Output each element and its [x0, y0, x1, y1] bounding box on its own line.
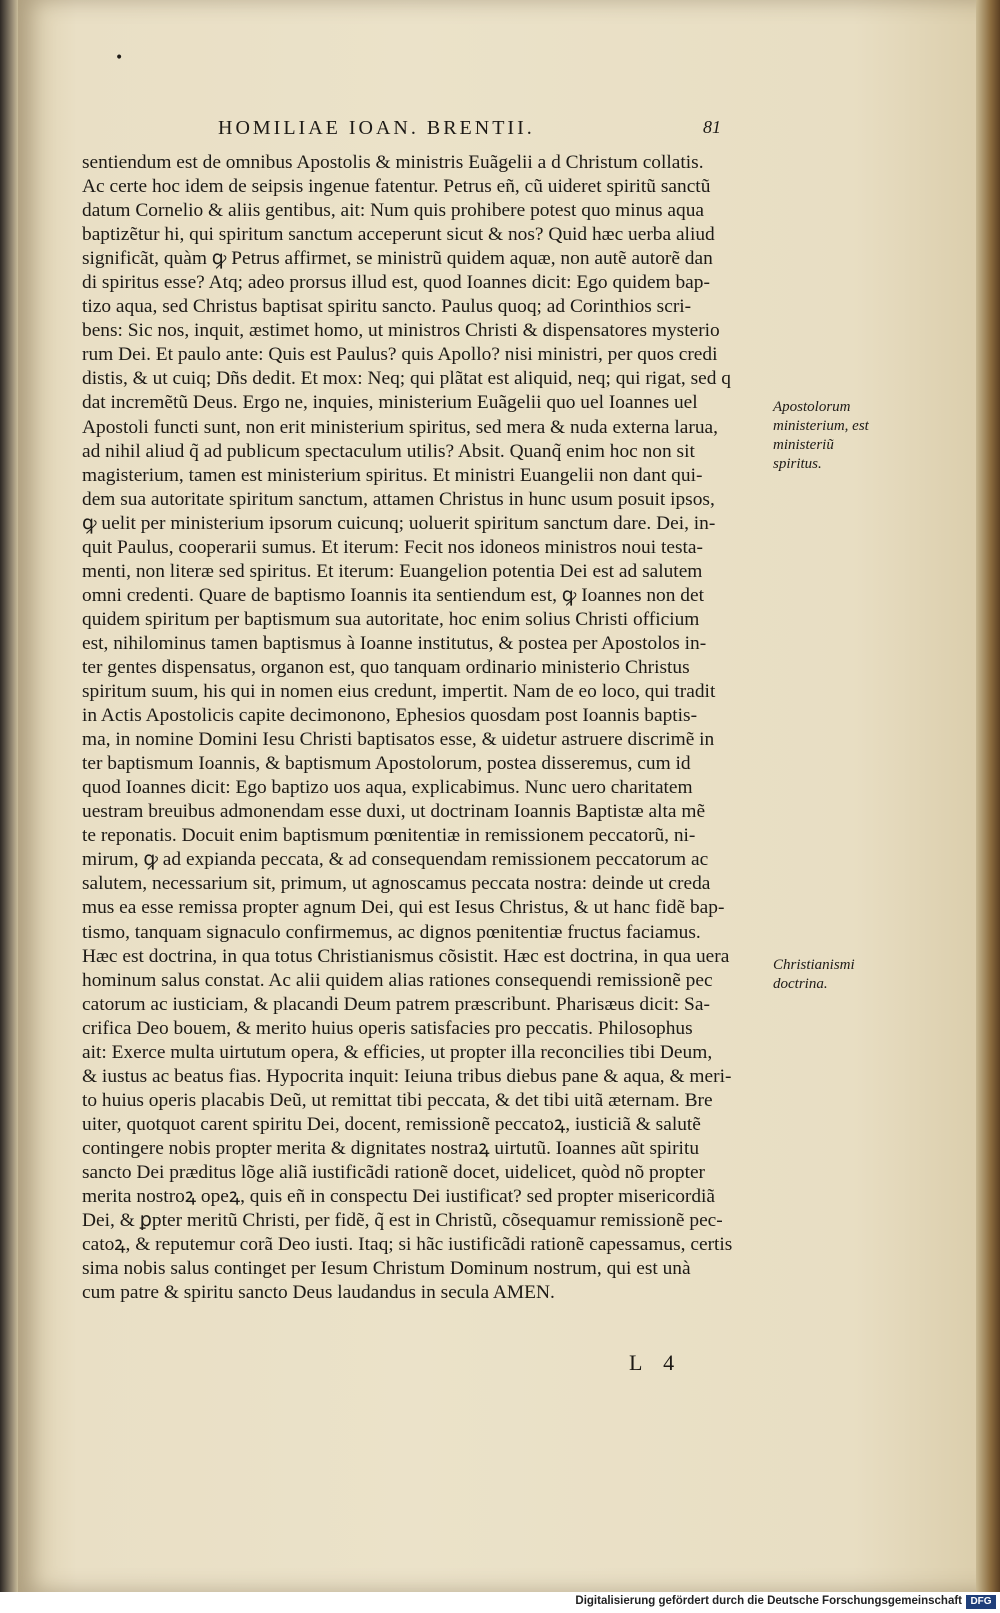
text-line: di spiritus esse? Atq; adeo prorsus illud est, quod Ioannes dicit: Ego quidem bap- [82, 272, 710, 294]
text-line: salutem, necessarium sit, primum, ut agnoscamus peccata nostra: deinde ut creda [82, 873, 711, 895]
text-line: bens: Sic nos, inquit, æstimet homo, ut ministros Christi & dispensatores mysterio [82, 320, 720, 342]
text-line: catorum ac iusticiam, & placandi Deum patrem præscribunt. Pharisæus dicit: Sa- [82, 993, 710, 1015]
body-text [82, 151, 752, 1305]
text-line: ma, in nomine Domini Iesu Christi baptisatos esse, & uidetur astruere discrimẽ in [82, 729, 715, 751]
text-line: Ac certe hoc idem de seipsis ingenue fatentur. Petrus eñ, cũ uideret spiritũ sanctũ [82, 176, 711, 198]
margin-note-christianismi: Christianismi doctrina. [773, 957, 855, 992]
text-line: contingere nobis propter merita & dignitates nostraꝝ uirtutũ. Ioannes aũt spiritu [82, 1137, 700, 1159]
text-line: rum Dei. Et paulo ante: Quis est Paulus? quis Apollo? nisi ministri, per quos credi [82, 344, 718, 366]
page-mark: • [115, 50, 124, 66]
text-line: baptizẽtur hi, qui spiritum sanctum acceperunt sicut & nos? Quid hæc uerba aliud [82, 224, 715, 246]
text-line: crifica Deo bouem, & merito huius operis satisfacies pro peccatis. Philosophus [82, 1017, 693, 1039]
text-line: & iustus ac beatus fias. Hypocrita inquit: Ieiuna tribus diebus pane & aqua, & meri- [82, 1065, 732, 1087]
signature-mark: L 4 [629, 1350, 683, 1375]
text-line: hominum salus constat. Ac alii quidem alias rationes consequendi remissionẽ pec [82, 969, 713, 991]
margin-note-apostolorum: Apostolorum ministerium, est ministeriũ spiritus. [773, 399, 869, 472]
text-line: dat incremẽtũ Deus. Ergo ne, inquies, ministerium Euãgelii quo uel Ioannes uel [82, 392, 698, 414]
text-line: menti, non literæ sed spiritus. Et iterum: Euangelion potentia Dei est ad salutem [82, 560, 703, 582]
text-line: uestram breuibus admonendam esse duxi, ut doctrinam Ioannis Baptistæ alta mẽ [82, 801, 706, 823]
text-line: significãt, quàm ꝙ Petrus affirmet, se ministrũ quidem aquæ, non autẽ autorẽ dan [82, 248, 713, 270]
text-line: spiritum suum, his qui in nomen eius credunt, impertit. Nam de eo loco, qui tradit [82, 681, 716, 703]
text-line: quod Ioannes dicit: Ego baptizo uos aqua, explicabimus. Nunc uero charitatem [82, 777, 693, 799]
text-line: uiter, quotquot carent spiritu Dei, docent, remissionẽ peccatoꝝ, iusticiã & salutẽ [82, 1113, 701, 1135]
text-line: tismo, tanquam signaculo confirmemus, ac dignos pœnitentiæ fructus faciamus. [82, 921, 701, 943]
text-line: quidem spiritum per baptismum sua autoritate, hoc enim solius Christi officium [82, 608, 700, 630]
text-line: magisterium, tamen est ministerium spiritus. Et ministri Euangelii non dant qui- [82, 464, 703, 486]
text-line: tizo aqua, sed Christus baptisat spiritu sancto. Paulus quoq; ad Corinthios scri- [82, 296, 692, 318]
book-page [18, 0, 1000, 1592]
text-line: catoꝝ, & reputemur corã Deo iusti. Itaq; si hãc iustificãdi rationẽ capessamus, certis [82, 1234, 733, 1256]
dfg-logo: DFG [966, 1595, 996, 1609]
text-line: datum Cornelio & aliis gentibus, ait: Num quis prohibere potest quo minus aqua [82, 200, 705, 222]
footer-bar [0, 1592, 1000, 1613]
folio-number: 81 [703, 117, 721, 137]
text-line: ait: Exerce multa uirtutum opera, & efficies, ut propter illa reconcilies tibi Deum, [82, 1041, 713, 1063]
text-line: sancto Dei præditus lõge aliã iustificãdi rationẽ docet, uidelicet, quòd nõ propter [82, 1161, 706, 1183]
text-line: sima nobis salus continget per Iesum Christum Dominum nostrum, qui est unà [82, 1258, 691, 1280]
running-head: HOMILIAE IOAN. BRENTII. [218, 117, 535, 139]
text-line: quit Paulus, cooperarii sumus. Et iterum: Fecit nos idoneos ministros noui testa- [82, 536, 703, 558]
text-line: mus ea esse remissa propter agnum Dei, qui est Iesus Christus, & ut hanc fidẽ bap- [82, 897, 725, 919]
text-line: ꝙ uelit per ministerium ipsorum cuicunq; uoluerit spiritum sanctum dare. Dei, in- [82, 512, 716, 534]
right-page-edge [976, 0, 1000, 1592]
left-page-edge [0, 0, 18, 1592]
text-line: merita nostroꝝ opeꝝ, quis eñ in conspectu Dei iustificat? sed propter misericordiã [82, 1186, 716, 1208]
text-line: ter gentes dispensatus, organon est, quo tanquam ordinario ministerio Christus [82, 656, 690, 678]
text-line: to huius operis placabis Deũ, ut remittat tibi peccata, & det tibi uitã æternam. Bre [82, 1089, 713, 1111]
text-line: in Actis Apostolicis capite decimonono, Ephesios quosdam post Ioannis baptis- [82, 705, 698, 727]
text-line: ter baptismum Ioannis, & baptismum Apostolorum, postea disseremus, cum id [82, 753, 691, 775]
text-line: Apostoli functi sunt, non erit ministerium spiritus, sed mera & nuda externa larua, [82, 416, 718, 438]
text-line: Hæc est doctrina, in qua totus Christianismus cõsistit. Hæc est doctrina, in qua uera [82, 945, 730, 967]
text-line: omni credenti. Quare de baptismo Ioannis ita sentiendum est, ꝙ Ioannes non det [82, 584, 704, 606]
text-line: te reponatis. Docuit enim baptismum pœnitentiæ in remissionem peccatorũ, ni- [82, 825, 696, 847]
text-line: Dei, & ꝑpter meritũ Christi, per fidẽ, q̃ est in Christũ, cõsequamur remissionẽ pec- [82, 1210, 723, 1232]
funding-credit: Digitalisierung gefördert durch die Deutsche Forschungsgemeinschaft [575, 1595, 962, 1607]
text-line: est, nihilominus tamen baptismus à Ioanne institutus, & postea per Apostolos in- [82, 632, 707, 654]
text-line: distis, & ut cuiq; Dñs dedit. Et mox: Neq; qui plãtat est aliquid, neq; qui rigat, sed q [82, 368, 731, 390]
text-line: ad nihil aliud q̃ ad publicum spectaculum utilis? Absit. Quanq̃ enim hoc non sit [82, 440, 695, 462]
text-line: dem sua autoritate spiritum sanctum, attamen Christus in hunc usum posuit ipsos, [82, 488, 715, 510]
text-line: mirum, ꝙ ad expianda peccata, & ad consequendam remissionem peccatorum ac [82, 849, 709, 871]
text-line: cum patre & spiritu sancto Deus laudandus in secula AMEN. [82, 1282, 555, 1304]
text-line: sentiendum est de omnibus Apostolis & ministris Euãgelii a d Christum collatis. [82, 152, 704, 173]
